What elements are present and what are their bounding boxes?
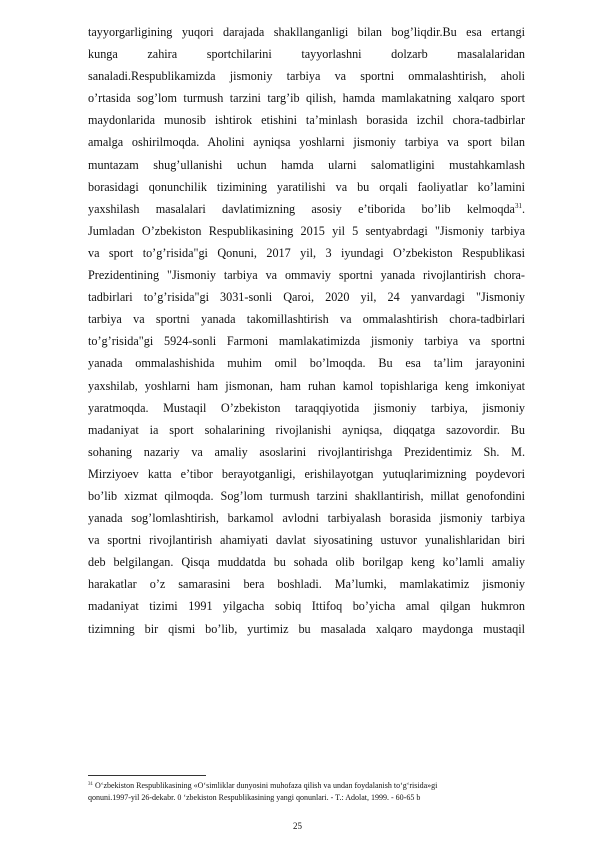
text-line: amalga oshirilmoqda. Aholini ayniqsa yoshlarni jismoniy tarbiya va sport bilan — [88, 135, 525, 150]
text-line: harakatlar o’z samarasini bera boshladi. Ma’lumki, mamlakatimiz jismoniy — [88, 577, 525, 592]
text-line: muntazam shug’ullanishi uchun hamda ularni salomatligini mustahkamlash — [88, 157, 525, 172]
text-line: Mirziyoev katta e’tibor berayotganligi, erishilayotgan yutuqlarimizning poydevori — [88, 466, 525, 481]
text-line: yaxshilash masalalari davlatimizning asosiy e’tiborida bo’lib kelmoqda — [88, 201, 515, 216]
text-line: Prezidentining "Jismoniy tarbiya va ommaviy sportni yanada rivojlantirish chora- — [88, 268, 525, 283]
footnote-text: O‘zbekiston Respublikasining «O‘simliklar dunyosini muhofaza qilish va undan foydalanish to‘g‘risida»gi — [95, 781, 438, 790]
text-line: deb belgilangan. Qisqa muddatda bu sohada olib borilgap keng ko’lamli amaliy — [88, 555, 525, 570]
text-line: madaniyat tizimi 1991 yilgacha sobiq Ittifoq bo’yicha amal qilgan hukmron — [88, 599, 525, 614]
text-line: va sport to’g’risida"gi Qonuni, 2017 yil, 3 iyundagi O’zbekiston Respublikasi — [88, 245, 525, 260]
text-line-with-footnote — [88, 198, 525, 220]
footnote-number: 31 — [88, 782, 93, 787]
text-line: yaratmoqda. Mustaqil O’zbekiston taraqqiyotida jismoniy tarbiya, jismoniy — [88, 400, 525, 415]
text-line: borasidagi qonunchilik tizimining yaratilishi va bu orqali faoliyatlar ko’lamini — [88, 179, 525, 194]
footnote-reference-tail: . — [521, 201, 525, 216]
text-line: tayyorgarligining yuqori darajada shakllanganligi bilan bog’liqdir.Bu esa ertangi — [88, 25, 525, 39]
text-line: madaniyat ia sport sohalarining rivojlanishi ayniqsa, diqqatga sazovordir. Bu — [88, 422, 525, 437]
text-line: o’rtasida sog’lom turmush tarzini targ’ib qilish, hamda mamlakatning xalqaro sport — [88, 91, 525, 106]
footnote-separator — [88, 775, 206, 776]
text-line: yaxshilab, yoshlarni ham jismonan, ham ruhan kamol topishlariga keng imkoniyat — [88, 378, 525, 393]
footnote-text: qonuni.1997-yil 26-dekabr. 0 ‘zbekiston Respublikasining yangi qonunlari. - T.: Adolat, 1999. - 60-65 b — [88, 793, 421, 802]
text-line: Jumladan O’zbekiston Respublikasining 2015 yil 5 sentyabrdagi "Jismoniy tarbiya — [88, 223, 525, 238]
page-number: 25 — [293, 821, 302, 831]
text-line: sohaning nazariy va amaliy asoslarini rivojlantirishga Prezidentimiz Sh. M. — [88, 444, 525, 459]
text-line: to’g’risida"gi 5924-sonli Farmoni mamlakatimizda jismoniy tarbiya va sportni — [88, 334, 525, 349]
text-line: yanada sog’lomlashtirish, barkamol avlodni tarbiyalash borasida jismoniy tarbiya — [88, 511, 525, 526]
footnote — [88, 780, 525, 804]
footnote-line — [88, 780, 525, 792]
text-line: kunga zahira sportchilarini tayyorlashni dolzarb masalalaridan — [88, 47, 525, 62]
body-paragraph — [88, 21, 525, 640]
text-line: yanada ommalashishida muhim omil bo’lmoqda. Bu esa ta’lim jarayonini — [88, 356, 525, 371]
text-line: bo’lib xizmat qilmoqda. Sog’lom turmush tarzini shakllantirish, millat genofondini — [88, 488, 525, 503]
text-line: tizimning bir qismi bo’lib, yurtimiz bu masalada xalqaro maydonga mustaqil — [88, 621, 525, 636]
text-line: maydonlarida munosib ishtirok etishini ta’minlash borasida izchil chora-tadbirlar — [88, 113, 525, 128]
footnote-reference[interactable]: 31 — [514, 201, 522, 210]
text-line: va sportni rivojlantirish ahamiyati davlat siyosatining ustuvor yunalishlaridan biri — [88, 533, 525, 548]
text-line: sanaladi.Respublikamizda jismoniy tarbiya va sportni ommalashtirish, aholi — [88, 69, 525, 84]
text-line: tadbirlari to’g’risida"gi 3031-sonli Qaroi, 2020 yil, 24 yanvardagi "Jismoniy — [88, 290, 525, 305]
text-line: tarbiya va sportni yanada takomillashtirish va ommalashtirish chora-tadbirlari — [88, 312, 525, 327]
